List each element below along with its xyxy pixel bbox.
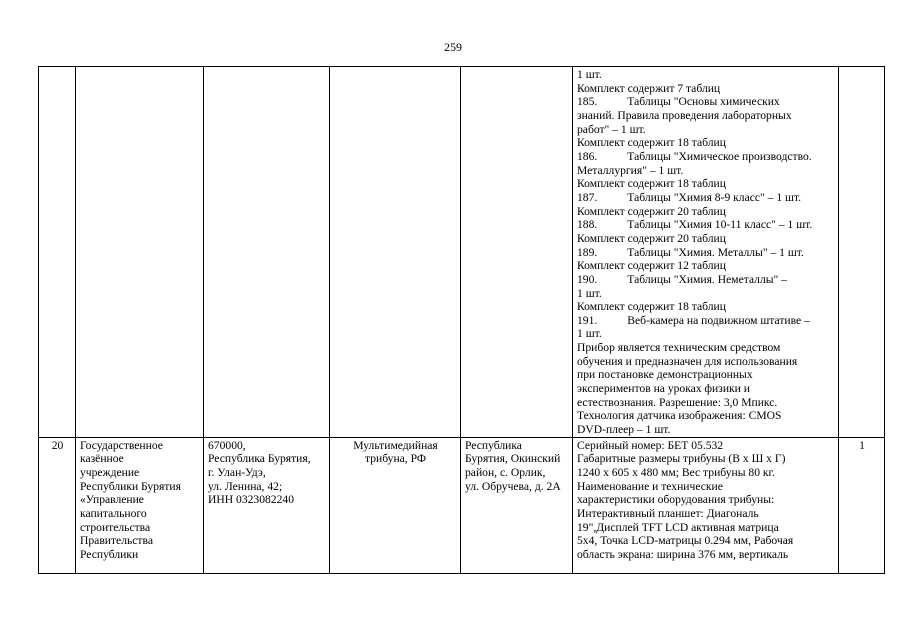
text-line: трибуна, РФ <box>364 452 427 466</box>
text-line: экспериментов на уроках физики и <box>577 382 750 396</box>
page-number: 259 <box>444 40 462 54</box>
cell-object <box>330 67 461 438</box>
text-line: строительства <box>80 520 151 534</box>
cell-institution <box>76 437 204 573</box>
table-row <box>39 437 885 573</box>
text-line: характеристики оборудования трибуны: <box>577 493 775 507</box>
text-line: Комплект содержит 20 таблиц <box>577 204 726 218</box>
text-line: область экрана: ширина 376 мм, вертикаль <box>577 547 789 561</box>
text-line: естествознания. Разрешение: 3,0 Мпикс. <box>577 395 778 409</box>
text-line: Комплект содержит 12 таблиц <box>577 259 726 273</box>
cell-description <box>573 67 839 438</box>
text-line: учреждение <box>80 466 140 480</box>
cell-number <box>39 437 76 573</box>
text-line: Комплект содержит 18 таблиц <box>577 177 726 191</box>
cell-address <box>204 67 330 438</box>
text-line: 670000, <box>208 438 246 452</box>
equipment-table <box>38 66 885 574</box>
text-line: 189. Таблицы "Химия. Металлы" – 1 шт. <box>577 245 804 259</box>
text-line: Габаритные размеры трибуны (В х Ш х Г) <box>577 452 786 466</box>
text-line: Комплект содержит 18 таблиц <box>577 136 726 150</box>
cell-location <box>461 67 573 438</box>
text-line: Республики <box>80 547 139 561</box>
text-line: 5x4, Точка LCD-матрицы 0.294 мм, Рабочая <box>577 534 794 548</box>
text-line: капитального <box>80 507 147 520</box>
text-line: 190. Таблицы "Химия. Неметаллы" – <box>577 272 787 286</box>
text-line: г. Улан-Удэ, <box>208 466 266 480</box>
text-line: Мультимедийная <box>353 438 438 452</box>
text-line: казённое <box>80 452 124 466</box>
text-line: Комплект содержит 20 таблиц <box>577 231 726 245</box>
text-line: 188. Таблицы "Химия 10-11 класс" – 1 шт. <box>577 218 813 232</box>
text-line: район, с. Орлик, <box>465 466 546 480</box>
cell-text: 1 <box>859 438 865 452</box>
text-line: 19",Дисплей TFT LCD активная матрица <box>577 520 779 534</box>
text-line: 191. Веб-камера на подвижном штативе – <box>577 313 810 327</box>
cell-location <box>461 437 573 573</box>
text-line: 186. Таблицы "Химическое производство. <box>577 149 812 163</box>
text-line: 1240 х 605 х 480 мм; Вес трибуны 80 кг. <box>577 466 775 480</box>
text-line: обучения и предназначен для использования <box>577 354 798 368</box>
text-line: DVD-плеер – 1 шт. <box>577 423 671 437</box>
text-line: Республики Бурятия <box>80 479 181 493</box>
cell-number <box>39 67 76 438</box>
text-line: Республика Бурятия, <box>208 452 311 466</box>
cell-quantity <box>839 67 885 438</box>
cell-object <box>330 437 461 573</box>
text-line: Интерактивный планшет: Диагональ <box>577 507 759 520</box>
text-line: Комплект содержит 7 таблиц <box>577 81 721 95</box>
cell-text: 20 <box>51 438 64 452</box>
cell-institution <box>76 67 204 438</box>
cell-address <box>204 437 330 573</box>
text-line: 185. Таблицы "Основы химических <box>577 95 780 109</box>
text-line: 1 шт. <box>577 68 602 81</box>
text-line: Государственное <box>80 438 163 452</box>
text-line: работ" – 1 шт. <box>577 122 646 136</box>
table-row <box>39 67 885 438</box>
text-line: ИНН 0323082240 <box>208 493 294 507</box>
text-line: ул. Ленина, 42; <box>208 479 283 493</box>
text-line: Металлургия" – 1 шт. <box>577 163 684 177</box>
text-line: 1 шт. <box>577 327 602 341</box>
text-line: знаний. Правила проведения лабораторных <box>577 108 792 122</box>
text-line: при постановке демонстрационных <box>577 368 753 382</box>
text-line: 1 шт. <box>577 286 602 300</box>
text-line: Республика <box>465 438 522 452</box>
text-line: «Управление <box>80 493 144 507</box>
text-line: Технология датчика изображения: CMOS <box>577 409 782 423</box>
text-line: Правительства <box>80 534 153 548</box>
text-line: Серийный номер: БЕТ 05.532 <box>577 438 724 452</box>
text-line: ул. Обручева, д. 2А <box>465 479 561 493</box>
text-line: Бурятия, Окинский <box>465 452 561 466</box>
cell-quantity <box>839 437 885 573</box>
text-line: Прибор является техническим средством <box>577 341 781 355</box>
cell-description <box>573 437 839 573</box>
text-line: Комплект содержит 18 таблиц <box>577 300 726 314</box>
text-line: 187. Таблицы "Химия 8-9 класс" – 1 шт. <box>577 190 802 204</box>
text-line: Наименование и технические <box>577 479 723 493</box>
